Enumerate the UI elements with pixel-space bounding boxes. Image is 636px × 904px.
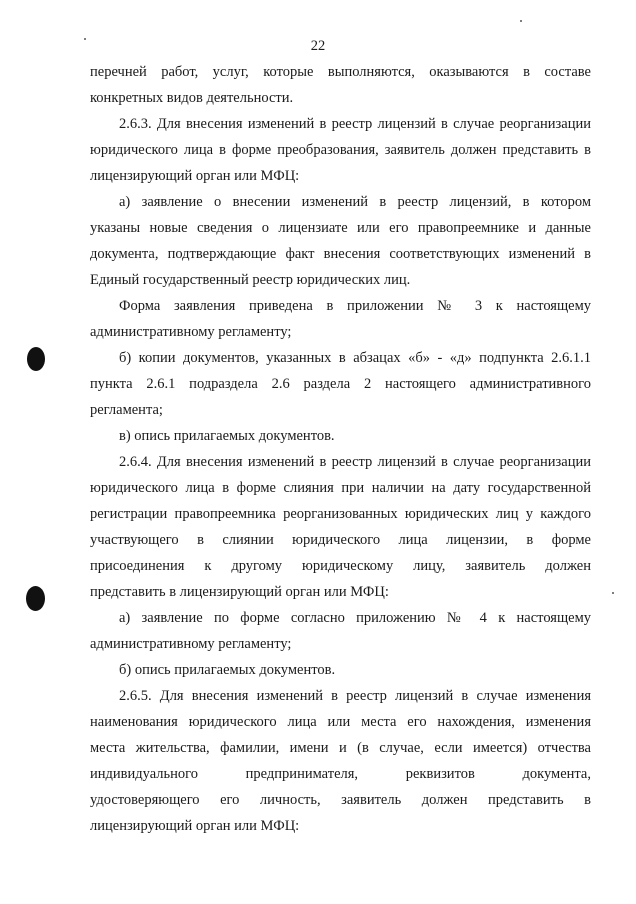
text-line: наименования юридического лица или места его нахождения, изменения: [90, 714, 591, 730]
text-line: юридического лица в форме слияния при наличии на дату государственной: [90, 480, 591, 496]
text-line: пункта 2.6.1 подраздела 2.6 раздела 2 настоящего административного: [90, 376, 591, 392]
text-line: Единый государственный реестр юридических лиц.: [90, 272, 411, 288]
paragraph: [90, 189, 591, 293]
paragraph: [90, 423, 591, 449]
paragraph: [90, 657, 591, 683]
paragraph: [90, 111, 591, 189]
text-line: а) заявление по форме согласно приложению № 4 к настоящему: [119, 610, 591, 626]
text-line: индивидуального предпринимателя, реквизитов документа,: [90, 766, 591, 782]
text-line: конкретных видов деятельности.: [90, 90, 294, 106]
text-line: административному регламенту;: [90, 636, 292, 652]
scan-speck: [520, 20, 522, 22]
text-line: административному регламенту;: [90, 324, 292, 340]
text-line: 2.6.5. Для внесения изменений в реестр лицензий в случае изменения: [119, 688, 591, 704]
binder-hole-mark: [26, 586, 45, 611]
text-line: регистрации правопреемника реорганизованных юридических лиц у каждого: [90, 506, 591, 522]
text-line: присоединения к другому юридическому лицу, заявитель должен: [90, 558, 591, 574]
paragraph: [90, 605, 591, 657]
scan-speck: [84, 38, 86, 40]
binder-hole-mark: [27, 347, 45, 371]
text-line: в) опись прилагаемых документов.: [119, 428, 335, 444]
text-line: участвующего в слиянии юридического лица лицензии, в форме: [90, 532, 591, 548]
paragraph: [90, 449, 591, 605]
text-line: регламента;: [90, 402, 163, 418]
text-line: лицензирующий орган или МФЦ:: [90, 818, 300, 834]
text-line: Форма заявления приведена в приложении № 3 к настоящему: [119, 298, 591, 314]
text-line: места жительства, фамилии, имени и (в случае, если имеется) отчества: [90, 740, 591, 756]
scan-speck: [612, 592, 614, 594]
text-line: удостоверяющего его личность, заявитель должен представить в: [90, 792, 591, 808]
text-line: перечней работ, услуг, которые выполняются, оказываются в составе: [90, 64, 591, 80]
text-line: б) копии документов, указанных в абзацах «б» - «д» подпункта 2.6.1.1: [119, 350, 591, 366]
document-text: [90, 59, 591, 839]
text-line: а) заявление о внесении изменений в реестр лицензий, в котором: [119, 194, 591, 210]
text-line: указаны новые сведения о лицензиате или его правопреемнике и данные: [90, 220, 591, 236]
text-line: б) опись прилагаемых документов.: [119, 662, 336, 678]
text-line: 2.6.4. Для внесения изменений в реестр лицензий в случае реорганизации: [119, 454, 591, 470]
text-line: документа, подтверждающие факт внесения соответствующих изменений в: [90, 246, 591, 262]
paragraph: [90, 683, 591, 839]
paragraph: [90, 345, 591, 423]
text-line: лицензирующий орган или МФЦ:: [90, 168, 300, 184]
text-line: 2.6.3. Для внесения изменений в реестр лицензий в случае реорганизации: [119, 116, 591, 132]
paragraph: [90, 293, 591, 345]
page-number: 22: [310, 38, 326, 54]
text-line: юридического лица в форме преобразования, заявитель должен представить в: [90, 142, 591, 158]
paragraph: [90, 59, 591, 111]
text-line: представить в лицензирующий орган или МФЦ:: [90, 584, 389, 600]
